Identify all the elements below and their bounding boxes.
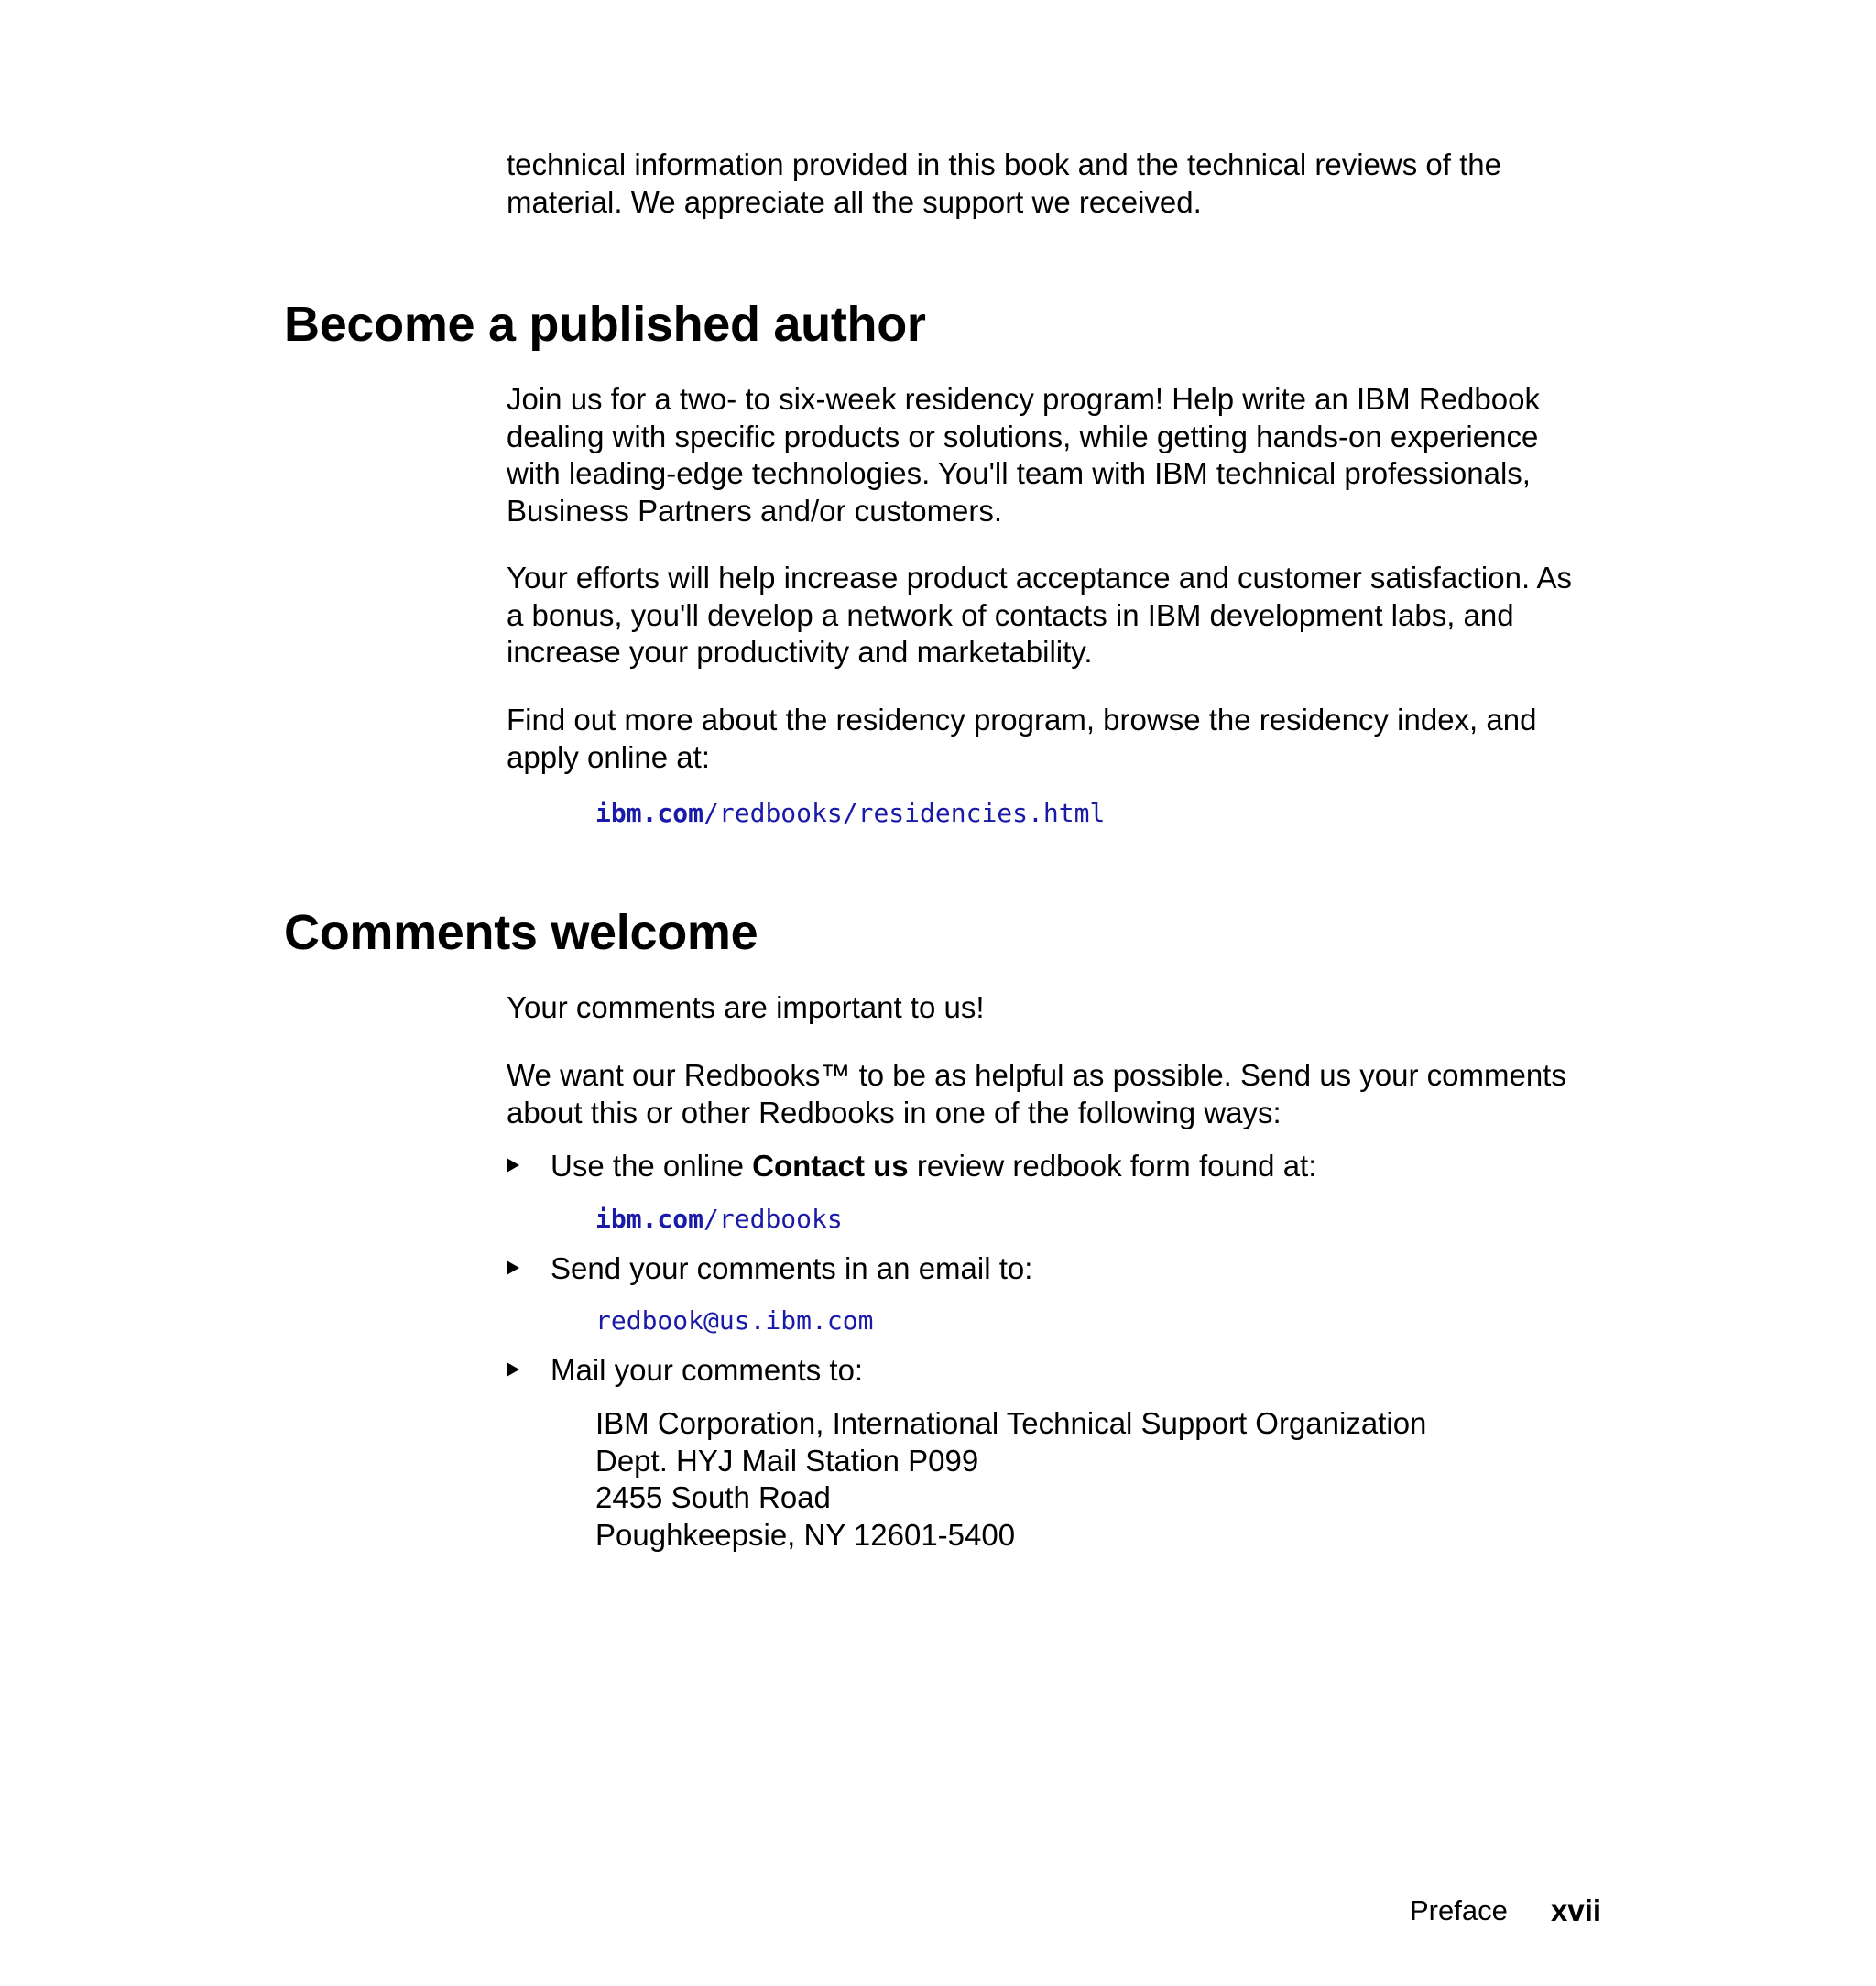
triangle-bullet-icon bbox=[507, 1362, 519, 1377]
email-link[interactable]: redbook@us.ibm.com bbox=[595, 1305, 874, 1336]
paragraph-line: about this or other Redbooks in one of the following ways: bbox=[507, 1095, 1282, 1129]
link-domain: ibm.com bbox=[595, 1204, 704, 1234]
paragraph-line: a bonus, you'll develop a network of contacts in IBM development labs, and bbox=[507, 597, 1514, 632]
paragraph-line: Your efforts will help increase product acceptance and customer satisfaction. As bbox=[507, 561, 1572, 595]
paragraph-line: with leading-edge technologies. You'll team with IBM technical professionals, bbox=[507, 456, 1531, 490]
address-line: 2455 South Road bbox=[595, 1480, 831, 1514]
footer-page-number: xvii bbox=[1551, 1893, 1602, 1927]
section-heading-comments-welcome: Comments welcome bbox=[284, 905, 758, 960]
intro-line: material. We appreciate all the support we received. bbox=[507, 184, 1202, 219]
paragraph-line: Join us for a two- to six-week residency program! Help write an IBM Redbook bbox=[507, 382, 1540, 416]
link-domain: ibm.com bbox=[595, 798, 704, 828]
paragraph-line: apply online at: bbox=[507, 739, 710, 774]
residencies-link[interactable] bbox=[595, 797, 1105, 830]
section-heading-published-author: Become a published author bbox=[284, 297, 926, 352]
intro-paragraph bbox=[507, 147, 1606, 221]
paragraph-line: Business Partners and/or customers. bbox=[507, 493, 1003, 528]
redbooks-link[interactable] bbox=[595, 1203, 843, 1236]
benefits-paragraph bbox=[507, 560, 1606, 671]
address-line: Poughkeepsie, NY 12601-5400 bbox=[595, 1517, 1016, 1552]
document-page: technical information provided in this book and the technical reviews of the material. We appreciate all the support we received. Become a published author Join us for a two- to six-week residency program! Help write an IBM Redbook dealing with specific products or solutions, while getting hands-on experience with leading-edge technologies. You'll team with IBM technical professionals, Business Partners and/or customers. Your efforts will help increase product acceptance and customer satisfaction. As a bonus, you'll develop a network of contacts in IBM development labs, and increase your productivity and marketability. Find out more about the residency program, browse the residency index, and apply online at: ibm.com/redbooks/residencies.html Comments welcome Your comments are important to us! We want our Redbooks™ to be as helpful as possible. Send us your comments about this or other Redbooks in one of the following ways: Use the online Contact us review redbook form found at: ibm.com/redbooks Send your comments in an email to: redbook@us.ibm.com Mail your comments to: IBM Corporation, International Technical Support Organization Dept. HYJ Mail Station P099 2455 South Road Poughkeepsie, NY 12601-5400 Preface xvii bbox=[0, 0, 1876, 1986]
paragraph-line: dealing with specific products or solutions, while getting hands-on experience bbox=[507, 419, 1539, 453]
paragraph-line: We want our Redbooks™ to be as helpful as possible. Send us your comments bbox=[507, 1058, 1566, 1092]
find-out-more-paragraph bbox=[507, 702, 1606, 776]
residency-paragraph bbox=[507, 381, 1606, 529]
link-path: /redbooks bbox=[704, 1204, 843, 1234]
address-line: IBM Corporation, International Technical Support Organization bbox=[595, 1406, 1427, 1440]
footer-section-name: Preface bbox=[1410, 1894, 1508, 1926]
address-line: Dept. HYJ Mail Station P099 bbox=[595, 1443, 979, 1478]
contact-us-label: Contact us bbox=[752, 1149, 909, 1183]
triangle-bullet-icon bbox=[507, 1158, 519, 1173]
link-path: /redbooks/residencies.html bbox=[704, 798, 1106, 828]
paragraph-line: Find out more about the residency program, browse the residency index, and bbox=[507, 703, 1537, 737]
paragraph-line: increase your productivity and marketability. bbox=[507, 635, 1093, 669]
comments-intro: Your comments are important to us! bbox=[507, 990, 985, 1024]
intro-line: technical information provided in this book and the technical reviews of the bbox=[507, 147, 1501, 181]
triangle-bullet-icon bbox=[507, 1260, 519, 1275]
comments-paragraph bbox=[507, 1057, 1606, 1131]
mailing-address bbox=[595, 1405, 1426, 1554]
